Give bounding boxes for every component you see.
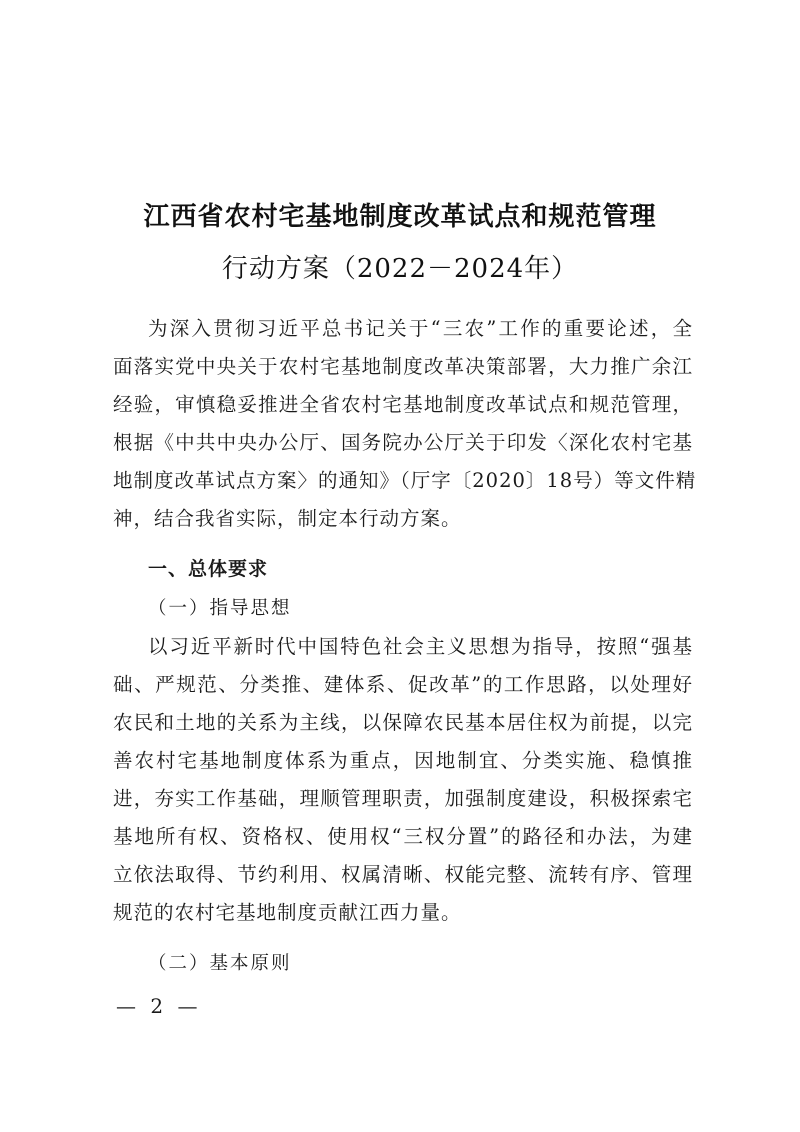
section-heading-general-requirements: 一、总体要求	[148, 558, 269, 580]
guiding-line-2: 础、严规范、分类推、建体系、促改革”的工作思路，以处理好	[113, 673, 693, 696]
guiding-line-1: 以习近平新时代中国特色社会主义思想为指导，按照“强基	[148, 635, 693, 658]
guiding-line-4: 善农村宅基地制度体系为重点，因地制宜、分类实施、稳慎推	[113, 749, 693, 772]
page-number: — 2 —	[116, 994, 202, 1018]
guiding-line-3: 农民和土地的关系为主线，以保障农民基本居住权为前提，以完	[113, 711, 693, 734]
document-title-line-2: 行动方案（2022－2024年）	[221, 254, 579, 284]
intro-line-5: 地制度改革试点方案〉的通知》（厅字〔2020〕18号）等文件精	[113, 469, 697, 492]
guiding-line-8: 规范的农村宅基地制度贡献江西力量。	[113, 901, 462, 924]
intro-line-6: 神，结合我省实际，制定本行动方案。	[113, 507, 462, 530]
intro-line-1: 为深入贯彻习近平总书记关于“三农”工作的重要论述，全	[148, 317, 693, 340]
intro-line-4: 根据《中共中央办公厅、国务院办公厅关于印发〈深化农村宅基	[113, 431, 693, 454]
subsection-heading-guiding-ideology: （一）指导思想	[148, 598, 292, 619]
guiding-line-7: 立依法取得、节约利用、权属清晰、权能完整、流转有序、管理	[113, 863, 693, 886]
subsection-heading-basic-principles: （二）基本原则	[148, 953, 292, 974]
intro-line-2: 面落实党中央关于农村宅基地制度改革决策部署，大力推广余江	[113, 355, 693, 378]
guiding-line-6: 基地所有权、资格权、使用权“三权分置”的路径和办法，为建	[113, 825, 693, 848]
document-title-line-1: 江西省农村宅基地制度改革试点和规范管理	[143, 202, 657, 232]
guiding-line-5: 进，夯实工作基础，理顺管理职责，加强制度建设，积极探索宅	[113, 787, 693, 810]
intro-line-3: 经验，审慎稳妥推进全省农村宅基地制度改革试点和规范管理，	[113, 393, 693, 416]
